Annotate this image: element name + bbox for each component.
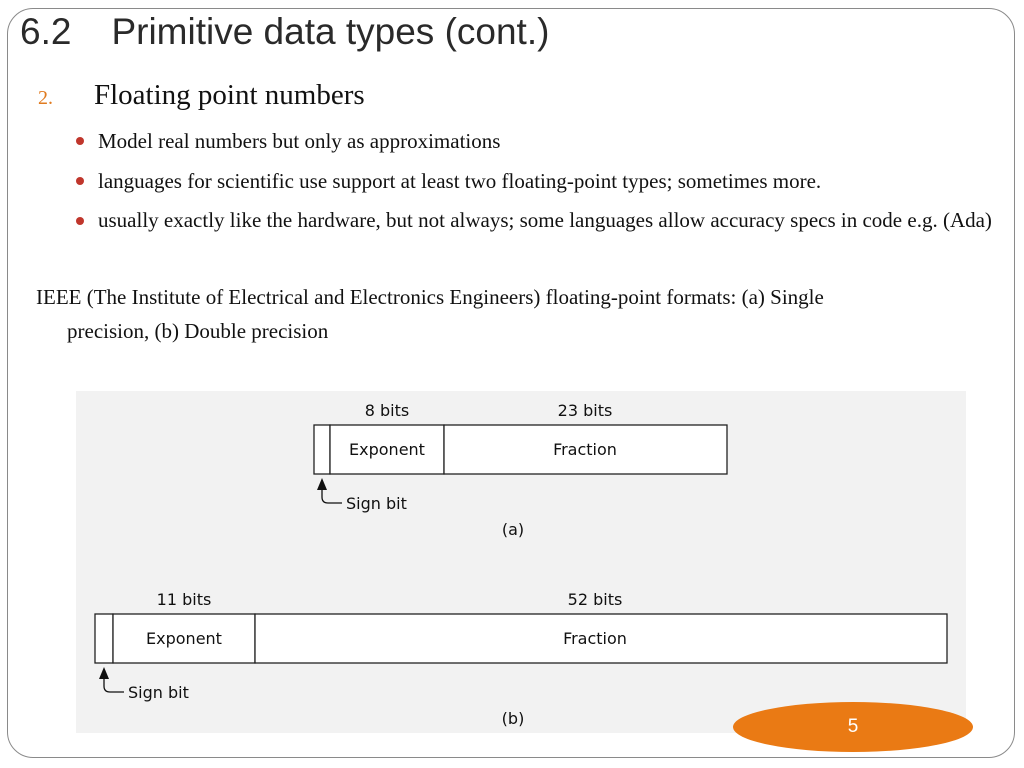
double-sign-cell [95, 614, 113, 663]
bullet-text: usually exactly like the hardware, but not always; some languages allow accuracy specs in code e.g. (Ada) [98, 208, 992, 232]
heading-number: 2. [38, 87, 53, 109]
single-sign-arrow-icon [317, 478, 327, 490]
bullet-list [76, 124, 996, 243]
ieee-format-figure [76, 391, 966, 733]
bullet-text: languages for scientific use support at least two floating-point types; sometimes more. [98, 169, 822, 193]
double-caption: (b) [501, 709, 525, 728]
heading-text: Floating point numbers [94, 79, 365, 111]
single-fraction-bits: 23 bits [557, 401, 613, 420]
double-sign-arrow-icon [99, 667, 109, 679]
page-number: 5 [847, 716, 859, 737]
slide-title [20, 12, 549, 53]
bullet-dot-icon [76, 217, 84, 225]
single-caption: (a) [501, 520, 525, 539]
bullet-item [76, 124, 996, 158]
bullet-dot-icon [76, 137, 84, 145]
bullet-dot-icon [76, 177, 84, 185]
single-sign-leader [322, 489, 342, 503]
double-sign-label: Sign bit [128, 683, 189, 702]
ieee-format-diagram [76, 391, 966, 733]
title-number: 6.2 [20, 11, 72, 52]
title-text: Primitive data types (cont.) [111, 11, 550, 52]
bullet-item [76, 204, 996, 237]
single-sign-cell [314, 425, 330, 474]
double-fraction-label: Fraction [563, 629, 627, 648]
bullet-item [76, 164, 996, 198]
single-sign-label: Sign bit [346, 494, 407, 513]
page-number-badge [733, 702, 973, 752]
double-exponent-bits: 11 bits [156, 590, 212, 609]
double-sign-leader [104, 678, 124, 692]
single-exponent-bits: 8 bits [364, 401, 410, 420]
single-exponent-label: Exponent [349, 440, 425, 459]
double-exponent-label: Exponent [146, 629, 222, 648]
paragraph-line-1: IEEE (The Institute of Electrical and Electronics Engineers) floating-point formats: (a) Single [36, 285, 824, 309]
section-heading [38, 78, 365, 113]
double-fraction-bits: 52 bits [567, 590, 623, 609]
paragraph-line-2: precision, (b) Double precision [67, 319, 329, 343]
single-fraction-label: Fraction [553, 440, 617, 459]
bullet-text: Model real numbers but only as approximations [98, 129, 501, 153]
ieee-paragraph [36, 280, 996, 348]
single-precision-diagram [314, 401, 727, 539]
